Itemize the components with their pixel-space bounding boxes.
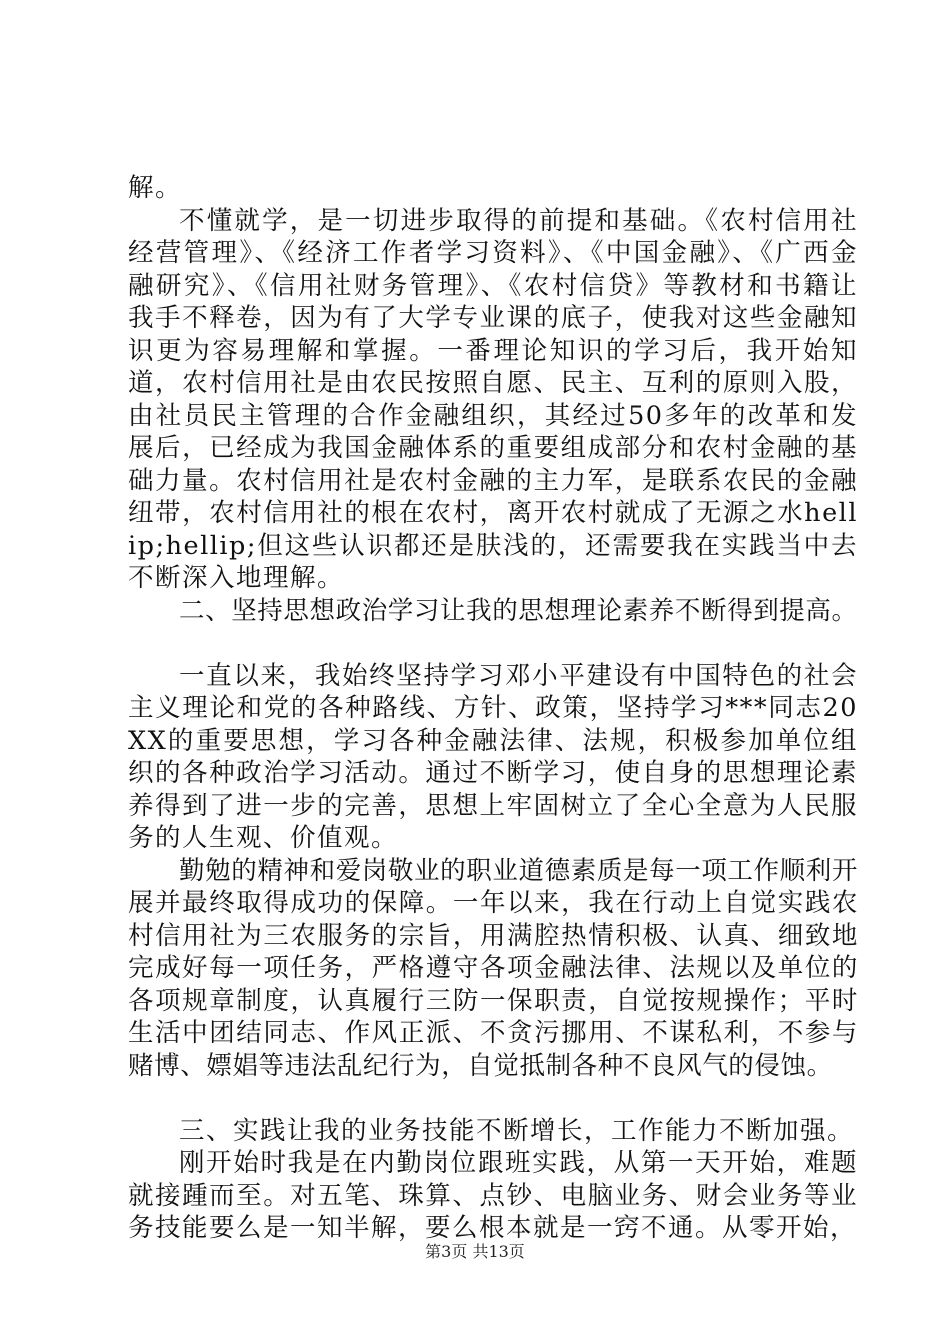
section-heading-political-study: 二、坚持思想政治学习让我的思想理论素养不断得到提高。 [179,595,858,626]
paragraph-continuation: 解。 [128,173,183,203]
paragraph-practice: 刚开始时我是在内勤岗位跟班实践，从第一天开始，难题就接踵而至。对五笔、珠算、点钞、电脑业务、财会业务等业务技能要么是一知半解，要么根本就是一窍不通。从零开始， [128,1148,858,1243]
paragraph-study-basics: 不懂就学，是一切进步取得的前提和基础。《农村信用社经营管理》、《经济工作者学习资料》、《中国金融》、《广西金融研究》、《信用社财务管理》、《农村信贷》等教材和书籍让我手不释卷，因为有了大学专业课的底子，使我对这些金融知识更为容易理解和掌握。一番理论知识的学习后，我开始知道，农村信用社是由农民按照自愿、民主、互利的原则入股，由社员民主管理的合作金融组织，其经过50多年的改革和发展后，已经成为我国金融体系的重要组成部分和农村金融的基础力量。农村信用社是农村金融的主力军，是联系农民的金融纽带，农村信用社的根在农村，离开农村就成了无源之水hellip;hellip;但这些认识都还是肤浅的，还需要我在实践当中去不断深入地理解。 [128,205,858,593]
document-body [128,172,858,1245]
page-number-footer: 第3页 共13页 [425,1242,525,1261]
paragraph-political-study: 一直以来，我始终坚持学习邓小平建设有中国特色的社会主义理论和党的各种路线、方针、政策，坚持学习***同志20XX的重要思想，学习各种金融法律、法规，积极参加单位组织的各种政治学习活动。通过不断学习，使自身的思想理论素养得到了进一步的完善，思想上牢固树立了全心全意为人民服务的人生观、价值观。 [128,660,858,853]
paragraph-work-ethic: 勤勉的精神和爱岗敬业的职业道德素质是每一项工作顺利开展并最终取得成功的保障。一年以来，我在行动上自觉实践农村信用社为三农服务的宗旨，用满腔热情积极、认真、细致地完成好每一项任务，严格遵守各项金融法律、法规以及单位的各项规章制度，认真履行三防一保职责，自觉按规操作；平时生活中团结同志、作风正派、不贪污挪用、不谋私利，不参与赌博、嫖娼等违法乱纪行为，自觉抵制各种不良风气的侵蚀。 [128,855,858,1081]
section-heading-practice: 三、实践让我的业务技能不断增长，工作能力不断加强。 [179,1115,855,1146]
